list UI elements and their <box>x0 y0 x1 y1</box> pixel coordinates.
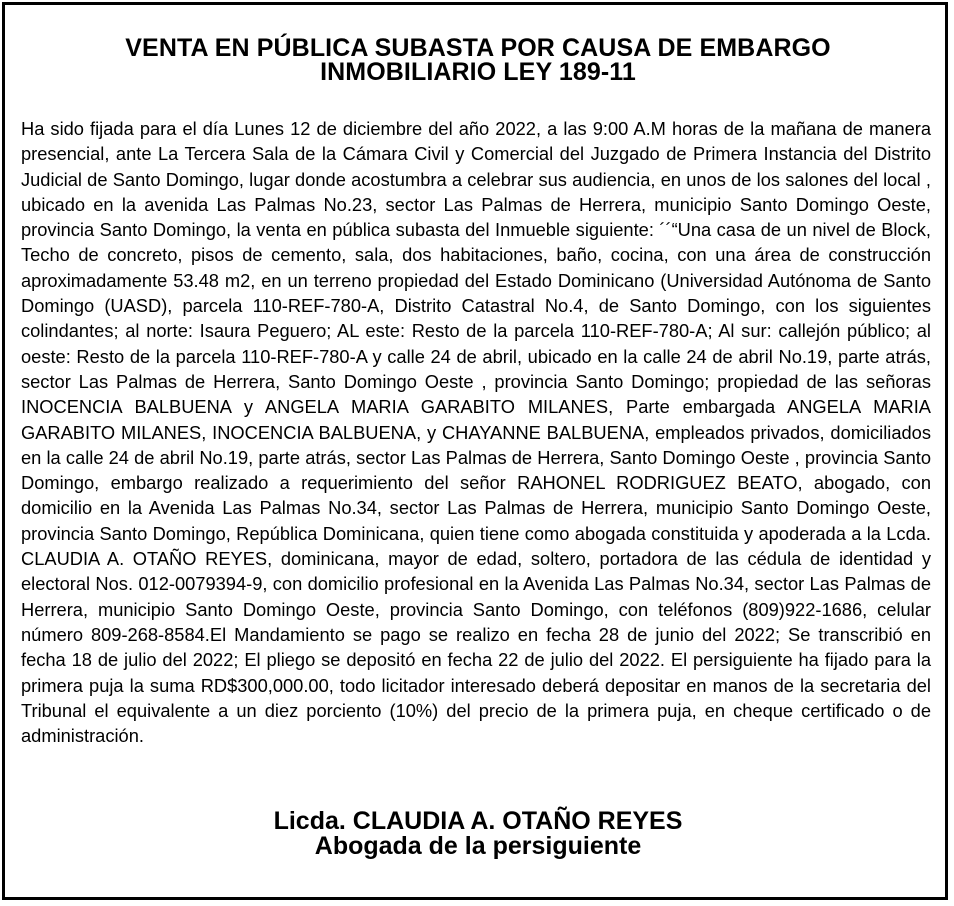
notice-frame <box>2 2 948 900</box>
title-line-2: INMOBILIARIO LEY 189-11 <box>320 58 636 86</box>
signature-name: Licda. CLAUDIA A. OTAÑO REYES <box>273 807 683 835</box>
notice-title <box>5 36 951 84</box>
title-line-1: VENTA EN PÚBLICA SUBASTA POR CAUSA DE EMBARGO <box>125 34 831 62</box>
notice-body: Ha sido fijada para el día Lunes 12 de diciembre del año 2022, a las 9:00 A.M horas de la mañana de manera presencial, ante La Tercera Sala de la Cámara Civil y Comercial del Juzgado de Primera Instancia del Distrito Judicial de Santo Domingo, lugar donde acostumbra a celebrar sus audiencia, en unos de los salones del local , ubicado en la avenida Las Palmas No.23, sector Las Palmas de Herrera, municipio Santo Domingo Oeste, provincia Santo Domingo, la venta en pública subasta del Inmueble siguiente: ´´“Una casa de un nivel de Block, Techo de concreto, pisos de cemento, sala, dos habitaciones, baño, cocina, con una área de construcción aproximadamente 53.48 m2, en un terreno propiedad del Estado Dominicano (Universidad Autónoma de Santo Domingo (UASD), parcela 110-REF-780-A, Distrito Catastral No.4, de Santo Domingo, con los siguientes colindantes; al norte: Isaura Peguero; AL este: Resto de la parcela 110-REF-780-A; Al sur: callejón público; al oeste: Resto de la parcela 110-REF-780-A y calle 24 de abril, ubicado en la calle 24 de abril No.19, parte atrás, sector Las Palmas de Herrera, Santo Domingo Oeste , provincia Santo Domingo; propiedad de las señoras INOCENCIA BALBUENA y ANGELA MARIA GARABITO MILANES, Parte embargada ANGELA MARIA GARABITO MILANES, INOCENCIA BALBUENA, y CHAYANNE BALBUENA, empleados privados, domiciliados en la calle 24 de abril No.19, parte atrás, sector Las Palmas de Herrera, Santo Domingo Oeste , provincia Santo Domingo, embargo realizado a requerimiento del señor RAHONEL RODRIGUEZ BEATO, abogado, con domicilio en la Avenida Las Palmas No.34, sector Las Palmas de Herrera, municipio Santo Domingo Oeste, provincia Santo Domingo, República Dominicana, quien tiene como abogada constituida y apoderada a la Lcda. CLAUDIA A. OTAÑO REYES, dominicana, mayor de edad, soltero, portadora de las cédula de identidad y electoral Nos. 012-0079394-9, con domicilio profesional en la Avenida Las Palmas No.34, sector Las Palmas de Herrera, municipio Santo Domingo Oeste, provincia Santo Domingo, con teléfonos (809)922-1686, celular número 809-268-8584.El Mandamiento se pago se realizo en fecha 28 de junio del 2022; Se transcribió en fecha 18 de julio del 2022; El pliego se depositó en fecha 22 de julio del 2022. El persiguiente ha fijado para la primera puja la suma RD$300,000.00, todo licitador interesado deberá depositar en manos de la secretaria del Tribunal el equivalente a un diez porciento (10%) del precio de la primera puja, en cheque certificado o de administración. <box>21 118 931 747</box>
signature-block <box>5 809 951 859</box>
signature-role: Abogada de la persiguiente <box>314 832 642 860</box>
